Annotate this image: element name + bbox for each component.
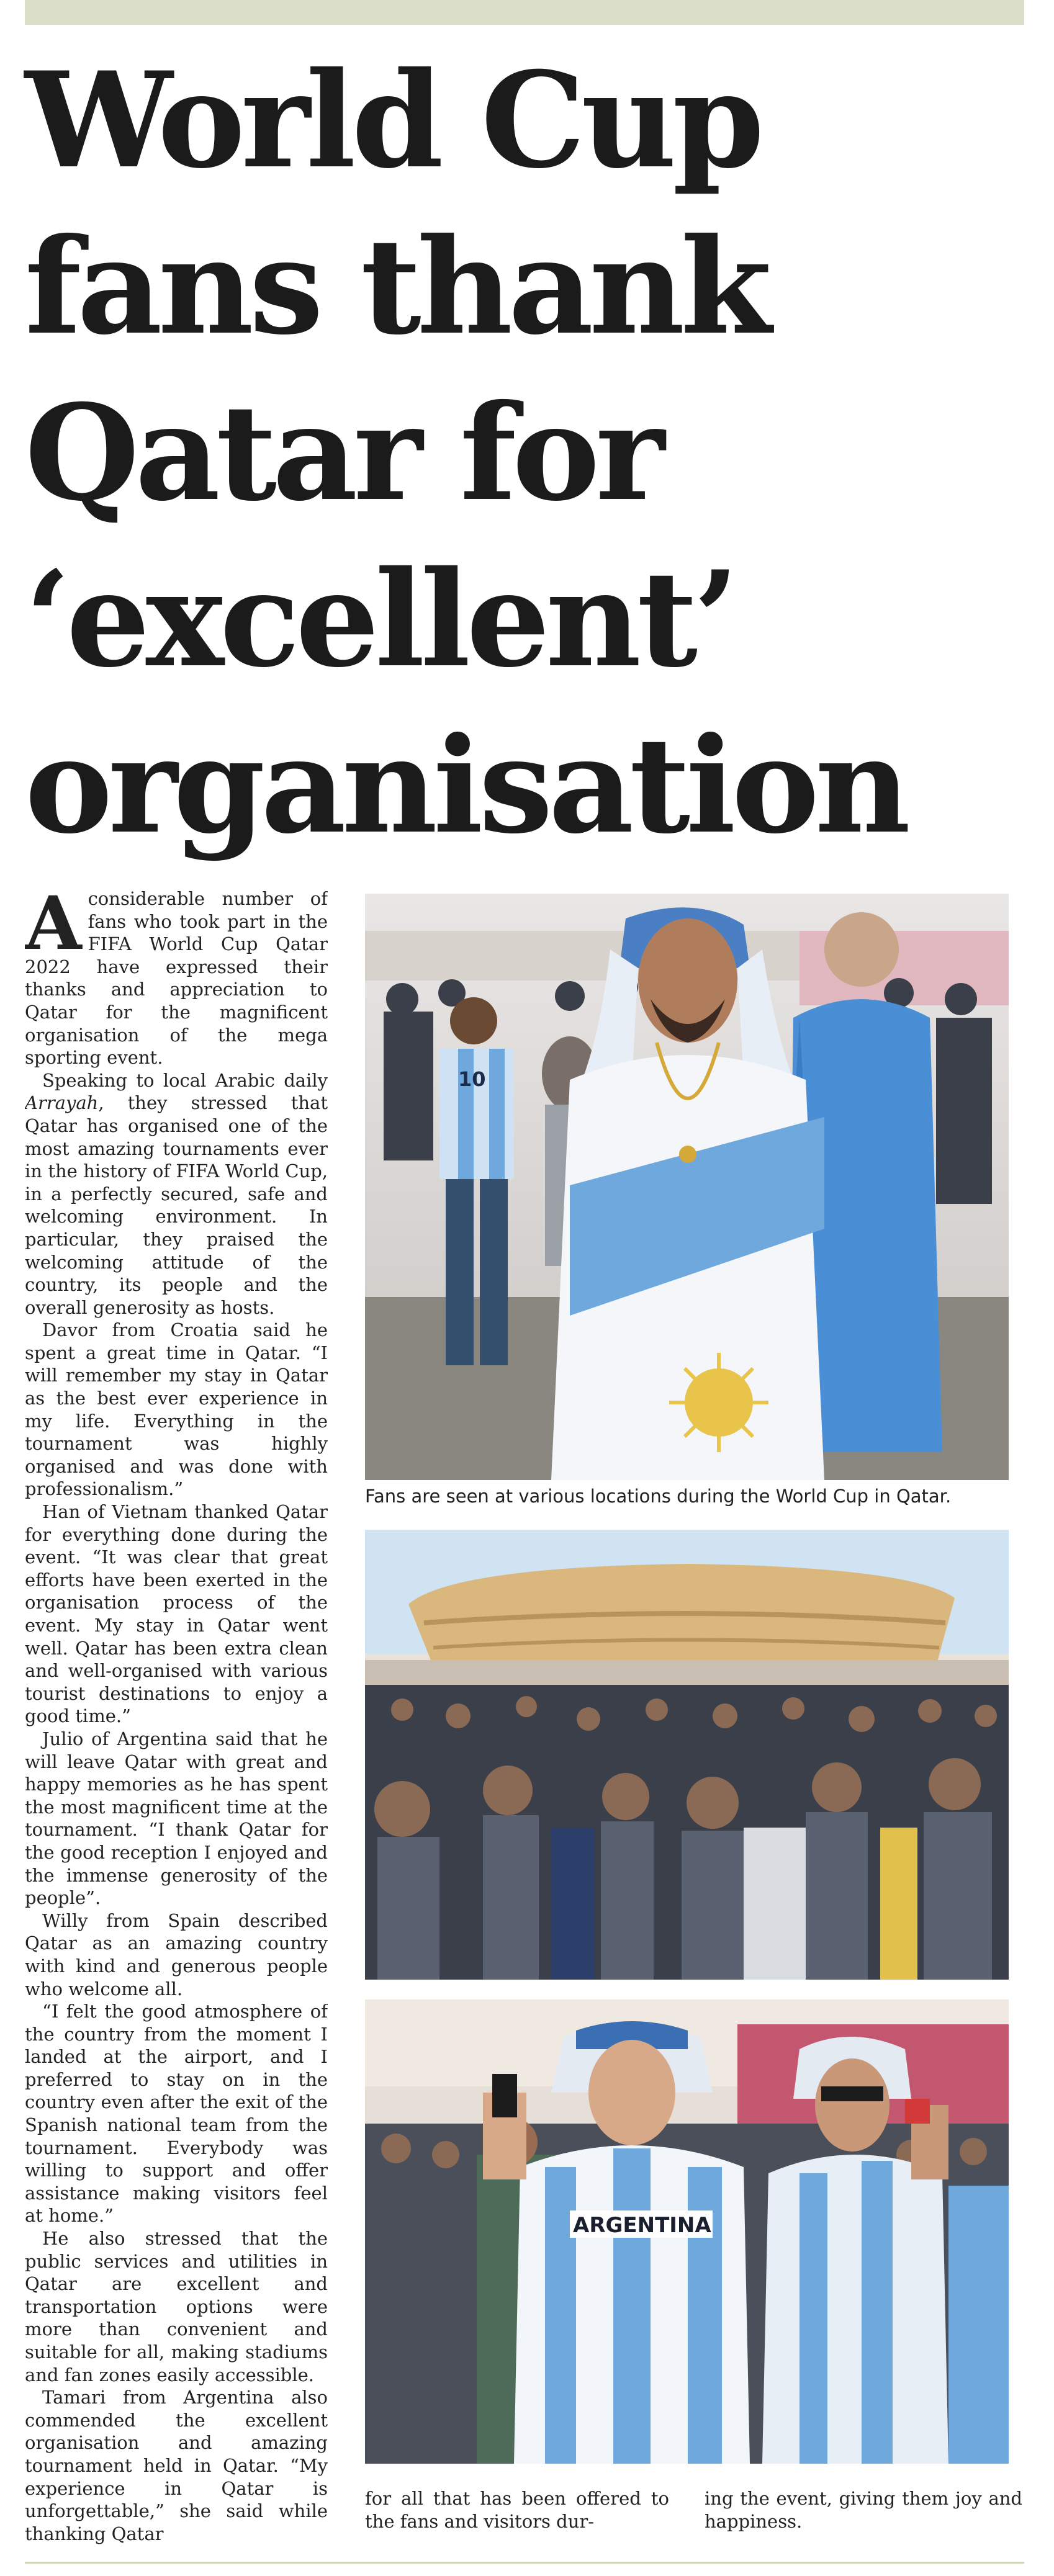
jersey-number: 10	[458, 1067, 486, 1091]
paragraph: Han of Vietnam thanked Qatar for everything done during the event. “It was clear that great efforts have been exerted in the organisation process of the event. My stay in Qatar went well. Qatar has been extra clean and well-organised with various tourist destinations to enjoy a good time.”	[25, 1501, 328, 1727]
paragraph: Willy from Spain described Qatar as an amazing country with kind and generous people who welcome all.	[25, 1910, 328, 1999]
paragraph-text: Speaking to local Arabic daily	[42, 1069, 328, 1091]
headline	[25, 37, 1030, 869]
article-column-3: ing the event, giving them joy and happiness.	[705, 2488, 1022, 2532]
drop-cap: A	[25, 887, 82, 966]
headline-line: organisation	[25, 708, 907, 863]
photo-caption: Fans are seen at various locations during the World Cup in Qatar.	[365, 1486, 952, 1507]
headline-line: fans thank	[25, 209, 768, 364]
jersey-text: ARGENTINA	[573, 2213, 711, 2238]
paragraph: Tamari from Argentina also commended the excellent organisation and amazing tournament held in Qatar. “My experience in Qatar is unforgettable,” she said while thanking Qatar	[25, 2387, 328, 2544]
article-column-1	[25, 887, 328, 2557]
paragraph: Julio of Argentina said that he will leave Qatar with great and happy memories as he has spent the most magnificent time at the tournament. “I thank Qatar for the good reception I enjoyed and the immense generosity of the people”.	[25, 1728, 328, 1909]
paragraph-text: , they stressed that Qatar has organised one of the most amazing tournaments ever in the history of FIFA World Cup, in a perfectly secured, safe and welcoming environment. In particular, they praised the welcoming attitude of the country, its people and the overall generosity as hosts.	[25, 1092, 328, 1318]
headline-line: ‘excellent’	[25, 542, 735, 696]
photo-stadium-crowd	[365, 1530, 1009, 1980]
newspaper-name: Arrayah	[25, 1092, 99, 1114]
photo-argentina-fans-phones	[365, 1999, 1009, 2464]
article-column-2: for all that has been offered to the fans and visitors dur-	[365, 2488, 669, 2532]
paragraph: Davor from Croatia said he spent a great time in Qatar. “I will remember my stay in Qatar as the best ever experience in my life. Everything in the tournament was highly organised and was done with professionalism.”	[25, 1319, 328, 1500]
paragraph: “I felt the good atmosphere of the country from the moment I landed at the airport, and I preferred to stay on in the country even after the exit of the Spanish national team from the tournament. Everybody was willing to support and offer assistance making visitors feel at home.”	[25, 2001, 328, 2227]
headline-line: Qatar for	[25, 375, 661, 530]
paragraph-text: considerable number of fans who took part in the FIFA World Cup Qatar 2022 have expressed their thanks and appreciation to Qatar for the magnificent organisation of the mega sporting event.	[25, 888, 328, 1069]
paragraph	[25, 1069, 328, 1319]
bottom-rule	[25, 2562, 1024, 2564]
paragraph: He also stressed that the public services and utilities in Qatar are excellent and transportation options were more than convenient and suitable for all, making stadiums and fan zones easily accessible.	[25, 2228, 328, 2385]
headline-line: World Cup	[25, 43, 760, 197]
photo-argentina-fan-thobe	[365, 894, 1009, 1480]
top-color-bar	[25, 0, 1024, 25]
paragraph-lead	[25, 887, 328, 1069]
